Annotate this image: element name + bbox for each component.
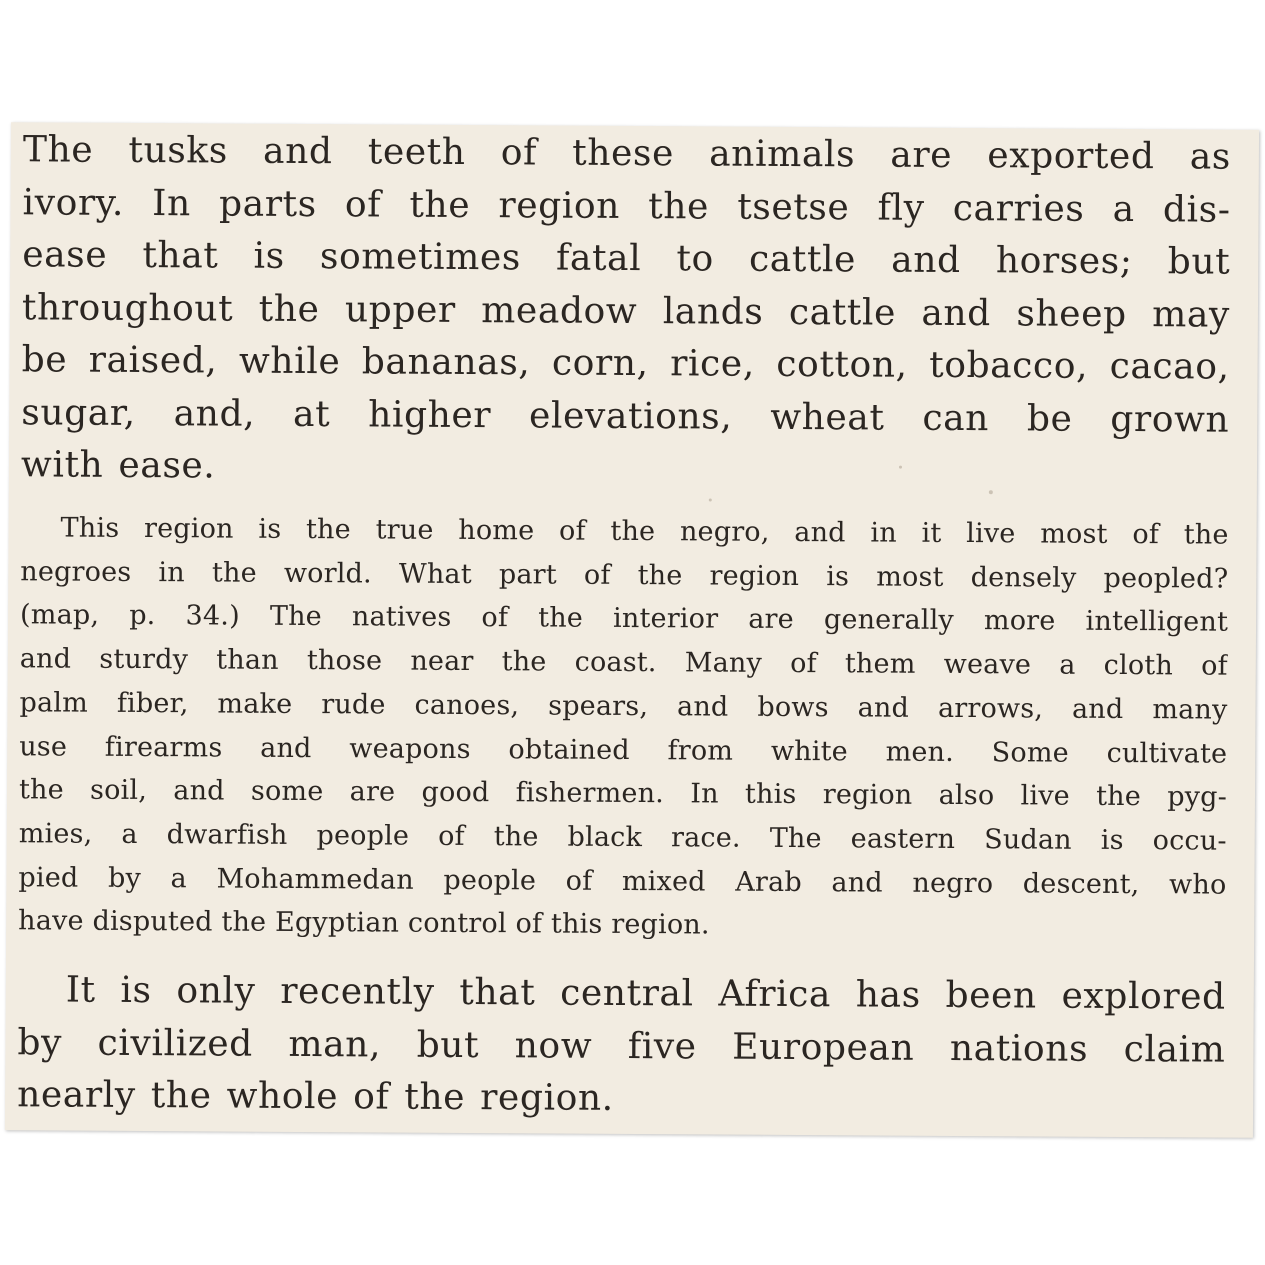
text-line: ease that is sometimes fatal to cattle and horses; but bbox=[22, 234, 1231, 283]
text-line: sugar, and, at higher elevations, wheat can be grown bbox=[21, 391, 1230, 441]
paper-speck bbox=[989, 490, 993, 494]
paragraph-inhabitants bbox=[18, 506, 1229, 950]
text-line: The tusks and teeth of these animals are exported as bbox=[22, 129, 1232, 178]
text-line: the soil, and some are good fishermen. In this region also live the pyg- bbox=[18, 774, 1228, 813]
text-line: mies, a dwarfish people of the black race. The eastern Sudan is occu- bbox=[18, 818, 1227, 857]
text-line: with ease. bbox=[20, 444, 216, 487]
text-line: by civilized man, but now five European nations claim bbox=[17, 1021, 1226, 1071]
text-line: It is only recently that central Africa has been explored bbox=[65, 969, 1226, 1018]
text-line: throughout the upper meadow lands cattle and sheep may bbox=[21, 286, 1231, 336]
text-line: and sturdy than those near the coast. Many of them weave a cloth of bbox=[19, 643, 1228, 682]
paper-speck bbox=[709, 498, 712, 501]
paragraph-exploration bbox=[17, 964, 1226, 1129]
text-line: ivory. In parts of the region the tsetse fly carries a dis- bbox=[22, 181, 1231, 231]
paragraph-ivory-and-crops bbox=[21, 124, 1231, 499]
text-line: be raised, while bananas, corn, rice, cotton, tobacco, cacao, bbox=[21, 339, 1230, 388]
text-line: use firearms and weapons obtained from white men. Some cultivate bbox=[19, 730, 1228, 770]
text-line: palm fiber, make rude canoes, spears, and bows and arrows, and many bbox=[19, 687, 1228, 726]
text-line: negroes in the world. What part of the region is most densely peopled? bbox=[20, 555, 1229, 595]
text-line: (map, p. 34.) The natives of the interior are generally more intelligent bbox=[19, 599, 1229, 639]
newspaper-clipping bbox=[5, 122, 1259, 1138]
text-line: nearly the whole of the region. bbox=[17, 1074, 614, 1119]
text-line: have disputed the Egyptian control of this region. bbox=[18, 905, 710, 941]
text-line: pied by a Mohammedan people of mixed Arab and negro descent, who bbox=[18, 861, 1227, 901]
paper-speck bbox=[899, 466, 902, 469]
text-line: This region is the true home of the negro, and in it live most of the bbox=[60, 512, 1229, 551]
